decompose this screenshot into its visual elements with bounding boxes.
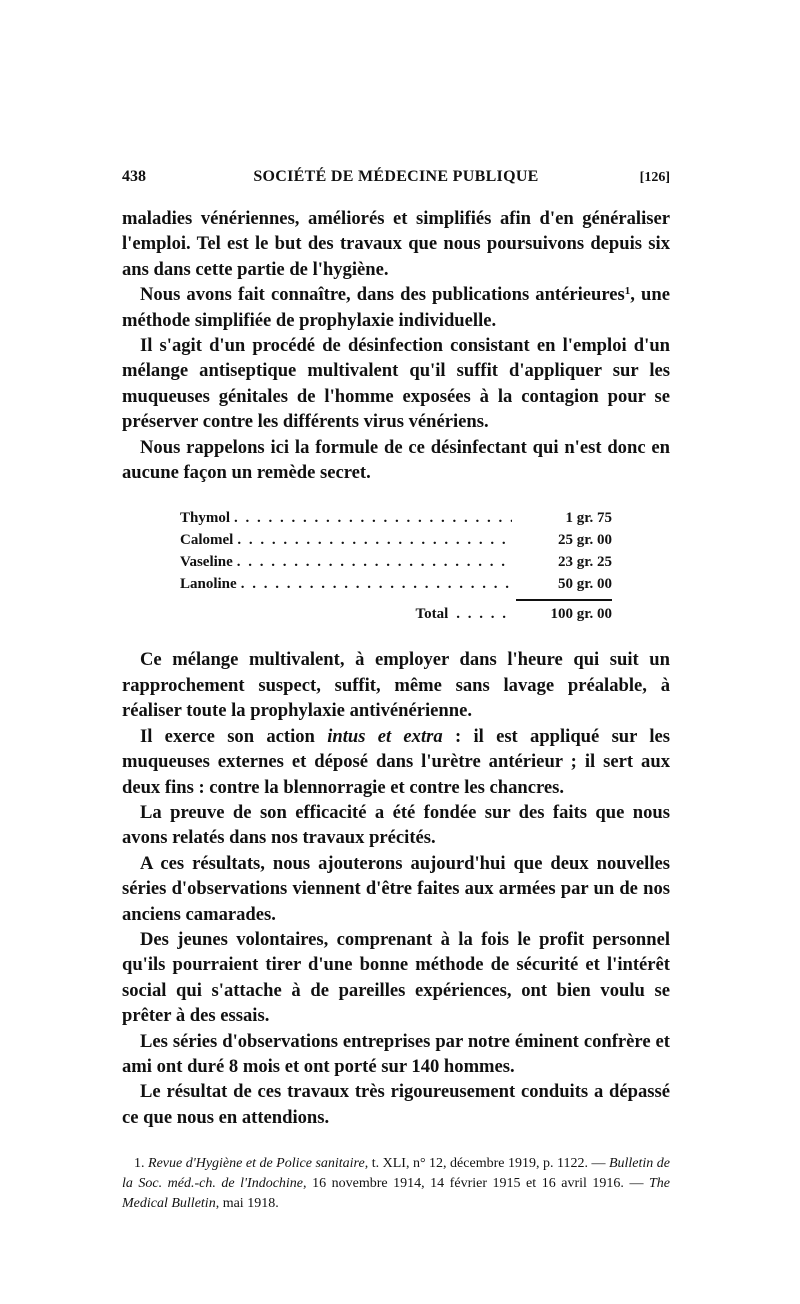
paragraph: Ce mélange multivalent, à employer dans l'heure qui suit un rapprochement suspect, suffit, même sans lavage préalable, à réaliser toute la prophylaxie antivénérienne. <box>122 649 670 722</box>
ingredient-name: Lanoline <box>180 576 237 593</box>
leader-dots <box>237 529 512 551</box>
total-row <box>180 603 612 625</box>
ingredient-quantity: 1 gr. 75 <box>565 510 612 527</box>
footnote-mark: 1 <box>624 285 631 298</box>
leader-dots <box>241 573 512 595</box>
paragraph: Il exerce son action intus et extra : il est appliqué sur les muqueuses externes et déposé dans l'urètre antérieur ; il sert aux deux fins : contre la blennorragie et contre les chancres. <box>122 725 670 798</box>
formula-row <box>180 573 612 595</box>
paragraph: A ces résultats, nous ajouterons aujourd'hui que deux nouvelles séries d'observations viennent d'être faites aux armées par un de nos anciens camarades. <box>122 852 670 925</box>
ingredient-quantity: 25 gr. 00 <box>557 532 612 549</box>
formula-row <box>180 529 612 551</box>
paragraph: Nous rappelons ici la formule de ce désinfectant qui n'est donc en aucune façon un remède secret. <box>122 436 670 484</box>
paragraph: Il s'agit d'un procédé de désinfection consistant en l'emploi d'un mélange antiseptique multivalent qu'il suffit d'appliquer sur les muqueuses génitales de l'homme exposées à la contagion pour se préserver contre les différents virus vénériens. <box>122 335 670 433</box>
ingredient-name: Thymol <box>180 510 231 527</box>
paragraph: Le résultat de ces travaux très rigoureusement conduits a dépassé ce que nous en attendions. <box>122 1081 670 1128</box>
formula-row <box>180 551 612 573</box>
total-value: 100 gr. 00 <box>550 606 612 623</box>
total-label: Total <box>415 606 449 623</box>
running-title: SOCIÉTÉ DE MÉDECINE PUBLIQUE <box>253 168 539 185</box>
sum-rule <box>516 599 612 601</box>
paragraph: Des jeunes volontaires, comprenant à la fois le profit personnel qu'ils pourraient tirer d'une bonne méthode de sécurité et l'intérêt social qui s'attache à de pareilles expériences, ont bien voulu se prêter à des essais. <box>122 928 670 1027</box>
leader-dots <box>237 551 512 573</box>
body-text <box>122 206 670 1130</box>
section-number: [126] <box>639 170 670 185</box>
formula-row <box>180 507 612 529</box>
ingredient-name: Vaseline <box>180 554 233 571</box>
ingredient-quantity: 23 gr. 25 <box>557 554 612 571</box>
paragraph: maladies vénériennes, améliorés et simplifiés afin d'en généraliser l'emploi. Tel est le but des travaux que nous poursuivons depuis six ans dans cette partie de l'hygiène. <box>122 208 670 280</box>
page-number: 438 <box>122 168 146 185</box>
footnote <box>122 1154 670 1214</box>
running-header <box>122 168 670 194</box>
footnote-text: 1. Revue d'Hygiène et de Police sanitaire, t. XLI, n° 12, décembre 1919, p. 1122. — Bulletin de la Soc. méd.-ch. de l'Indochine, 16 novembre 1914, 14 février 1915 et 16 avril 1916. — The Medical Bulletin, mai 1918. <box>122 1156 671 1212</box>
paragraph: Les séries d'observations entreprises par notre éminent confrère et ami ont duré 8 mois et ont porté sur 140 hommes. <box>122 1030 670 1077</box>
formula-table <box>180 507 612 625</box>
total-dots: . . . . . <box>456 606 508 623</box>
page <box>122 168 670 1214</box>
latin-phrase: intus et extra <box>327 725 443 747</box>
paragraph: La preuve de son efficacité a été fondée sur des faits que nous avons relatés dans nos travaux précités. <box>122 801 670 849</box>
ingredient-name: Calomel <box>180 532 234 549</box>
leader-dots <box>234 507 512 529</box>
ingredient-quantity: 50 gr. 00 <box>557 576 612 593</box>
paragraph: Nous avons fait connaître, dans des publications antérieures$^1$, une méthode simplifiée de prophylaxie individuelle. <box>122 284 670 331</box>
